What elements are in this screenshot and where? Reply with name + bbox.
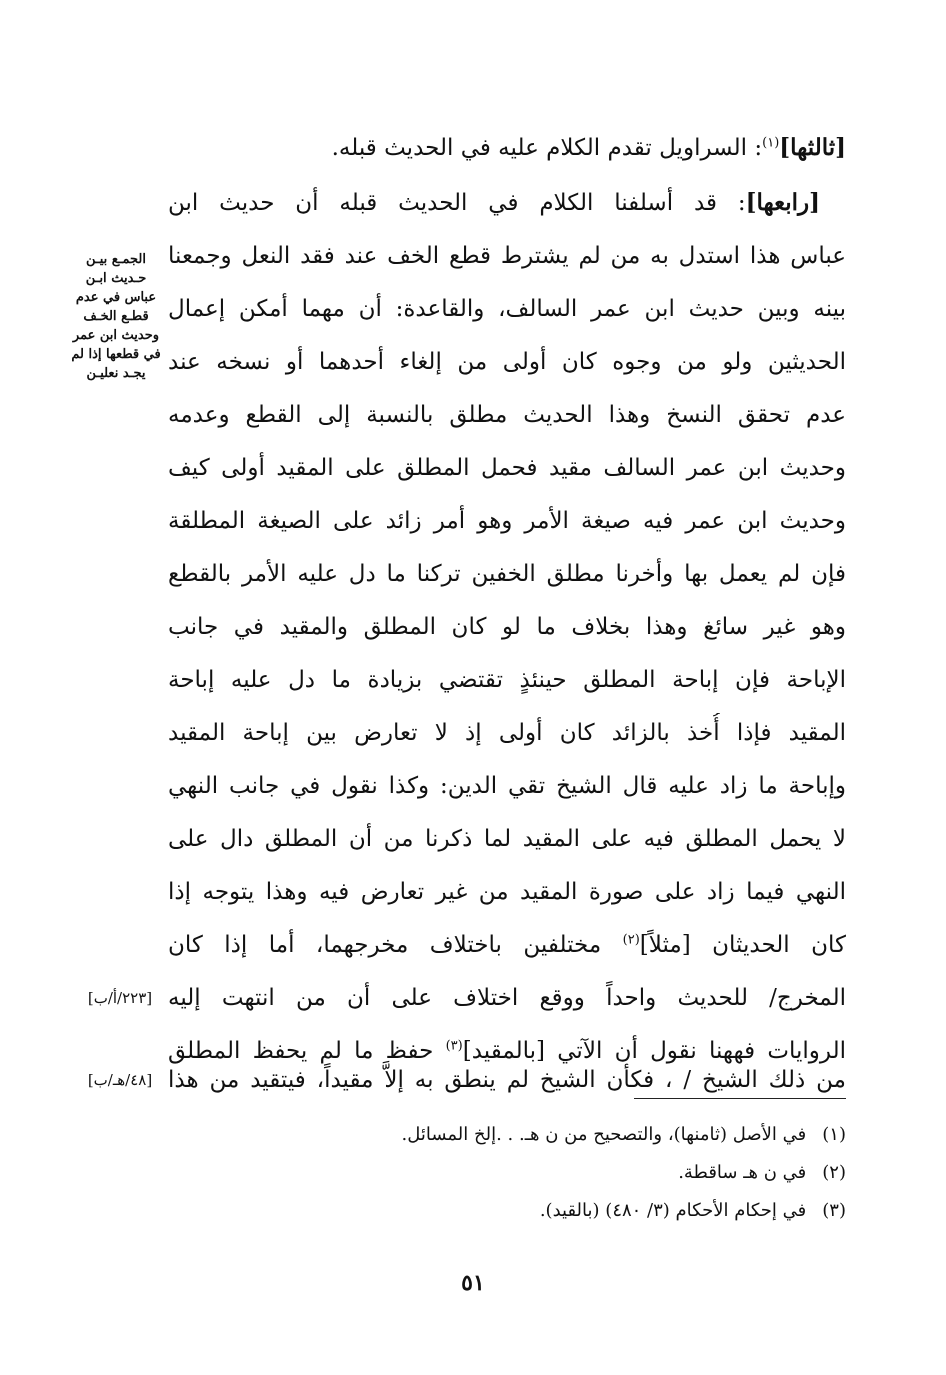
section-label-third: [ثالثها] (779, 134, 846, 161)
line-16-after: مختلفين باختلاف مخرجهما، أما إذا كان (168, 932, 623, 958)
text-line: وحديث ابن عمر السالف مقيد فحمل المطلق على المقيد أولى كيف (168, 455, 846, 481)
footnote-1 (206, 1122, 846, 1148)
footnote-2 (206, 1160, 846, 1186)
text-line: لا يحمل المطلق فيه على المقيد لما ذكرنا من أن المطلق دال على (168, 826, 846, 852)
text-line: النهي فيما زاد على صورة المقيد من غير تعارض فيه وهذا يتوجه إذا (168, 879, 846, 905)
margin-note (66, 250, 166, 383)
line-2-text: : قد أسلفنا الكلام في الحديث قبله أن حديث ابن (168, 190, 746, 216)
text-line: عدم تحقق النسخ وهذا الحديث مطلق بالنسبة إلى القطع وعدمه (168, 402, 846, 428)
line-18-before: الروايات فههنا نقول أن الآتي [بالمقيد] (462, 1038, 846, 1064)
text-line-19: من ذلك الشيخ / ، فكأن الشيخ لم ينطق به إلاَّ مقيداً، فيتقيد من هذا (168, 1067, 846, 1093)
footnote-separator (634, 1098, 846, 1099)
folio-mark: [٤٨/هـ/ب] (87, 1071, 153, 1089)
footnote-text: في الأصل (ثامنها)، والتصحيح من ن هـ. . .إلخ المسائل. (401, 1124, 807, 1145)
text-line: المقيد فإذا أُخذ بالزائد كان أولى إذ لا تعارض بين إباحة المقيد (168, 720, 846, 746)
page-number: ٥١ (461, 1270, 485, 1296)
margin-note-line: قطـع الخـف (83, 309, 149, 324)
footnote-3 (206, 1198, 846, 1224)
text-line: الحديثين ولو من وجوه كان أولى من إلغاء أحدهما أو نسخه عند (168, 349, 846, 375)
text-line-17: المخرج/ للحديث واحداً ووقع اختلاف على أن من انتهت إليه (168, 985, 846, 1011)
folio-mark: [٢٢٣/أ/ب] (87, 989, 153, 1007)
footnote-ref-3: (٣) (445, 1038, 463, 1054)
footnote-number: (١) (822, 1124, 846, 1145)
footnote-text: في إحكام الأحكام (٣/ ٤٨٠) (بالقيد). (539, 1200, 807, 1221)
text-line-16 (168, 925, 846, 965)
margin-note-line: في قطعها إذا لم (71, 347, 161, 362)
section-label-fourth: [رابعها] (745, 189, 820, 216)
text-line: وإباحة ما زاد عليه قال الشيخ تقي الدين: وكذا نقول في جانب النهي (168, 773, 846, 799)
margin-note-line: وحديث ابن عمر (72, 328, 160, 343)
margin-note-line: يجـد نعليـن (86, 366, 146, 381)
margin-note-line: الجمـع بيـن (86, 252, 146, 267)
text-line: فإن لم يعمل بها وأخرنا مطلق الخفين تركنا ما دل عليه الأمر بالقطع (168, 561, 846, 587)
text-line-1 (168, 128, 846, 168)
footnote-ref-1: (١) (762, 135, 780, 151)
footnote-number: (٣) (822, 1200, 846, 1221)
line-1-text: : السراويل تقدم الكلام عليه في الحديث قبله. (331, 135, 763, 161)
line-16-before: كان الحديثان [مثلاً] (639, 932, 846, 958)
text-line: وهو غير سائغ وهذا بخلاف ما لو كان المطلق والمقيد في جانب (168, 614, 846, 640)
text-line: عباس هذا استدل به من لم يشترط قطع الخف عند فقد النعل وجمعنا (168, 243, 846, 269)
margin-note-line: عباس في عدم (75, 290, 157, 305)
text-line: وحديث ابن عمر فيه صيغة الأمر وهو أمر زائد على الصيغة المطلقة (168, 508, 846, 534)
line-18-after: حفظ ما لم يحفظ المطلق (168, 1038, 446, 1064)
footnote-ref-2: (٢) (622, 932, 640, 948)
margin-note-line: حـديث ابـن (85, 271, 147, 286)
footnote-number: (٢) (822, 1162, 846, 1183)
text-line-2 (168, 183, 846, 223)
text-line: الإباحة فإن إباحة المطلق حينئذٍ تقتضي بزيادة ما دل عليه إباحة (168, 667, 846, 693)
text-line: بينه وبين حديث ابن عمر السالف، والقاعدة: أن مهما أمكن إعمال (168, 296, 846, 322)
footnote-text: في ن هـ ساقطة. (678, 1162, 807, 1183)
